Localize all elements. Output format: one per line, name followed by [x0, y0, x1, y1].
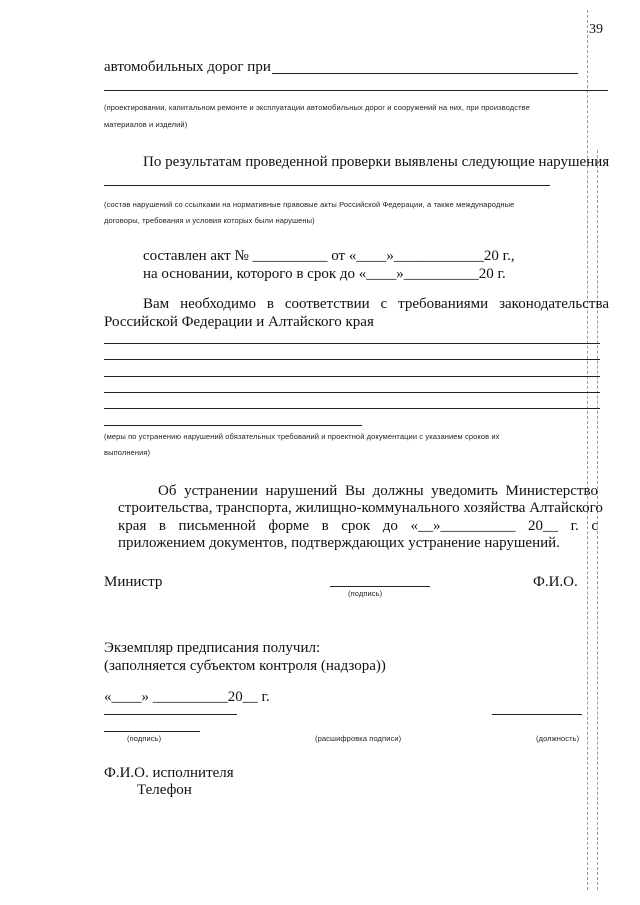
received-date: «____» __________20__ г.	[104, 689, 270, 705]
received-heading: Экземпляр предписания получил:	[104, 640, 321, 656]
executor-fio: Ф.И.О. исполнителя	[104, 765, 234, 781]
minister-label: Министр	[104, 574, 163, 590]
executor-phone: Телефон	[137, 782, 192, 798]
fill-line	[104, 90, 608, 91]
fill-line	[104, 359, 600, 360]
sign-caption: (подпись)	[127, 734, 162, 743]
scan-edge-line	[587, 10, 588, 890]
signature-caption: (подпись)	[348, 589, 383, 598]
fill-line	[104, 408, 600, 409]
signature-line	[104, 731, 200, 732]
fill-line	[104, 425, 362, 426]
note-violations-cont: договоры, требования и условия которых были нарушены)	[104, 216, 315, 225]
signature-line	[104, 714, 237, 715]
decode-caption: (расшифровка подписи)	[315, 734, 402, 743]
received-subheading: (заполняется субъектом контроля (надзора))	[104, 658, 386, 674]
act-line: составлен акт № __________ от «____»____________20 г.,	[143, 248, 515, 264]
note-roads-cont: материалов и изделий)	[104, 120, 188, 129]
fio-label: Ф.И.О.	[533, 574, 578, 590]
fill-line	[104, 343, 600, 344]
notify-line-2: строительства, транспорта, жилищно-коммунального хозяйства Алтайского	[118, 500, 603, 516]
note-measures: (меры по устранению нарушений обязательных требований и проектной документации с указанием сроков их	[104, 432, 500, 441]
page-number: 39	[589, 22, 603, 37]
violations-heading: По результатам проведенной проверки выявлены следующие нарушения	[143, 154, 610, 170]
notify-line-1: Об устранении нарушений Вы должны уведомить Министерство	[158, 483, 598, 499]
requirement-line-2: Российской Федерации и Алтайского края	[104, 314, 374, 330]
fill-line	[104, 376, 600, 377]
fill-line	[104, 185, 550, 186]
note-roads: (проектировании, капитальном ремонте и эксплуатации автомобильных дорог и сооружений на них, при производстве	[104, 103, 530, 112]
note-violations: (состав нарушений со ссылками на нормативные правовые акты Российской Федерации, а также международные	[104, 200, 515, 209]
notify-line-4: приложением документов, подтверждающих устранение нарушений.	[118, 535, 560, 551]
fill-line	[104, 392, 600, 393]
deadline-line: на основании, которого в срок до «____»__________20 г.	[143, 266, 506, 282]
roads-label: автомобильных дорог при	[104, 59, 271, 75]
notify-line-3: края в письменной форме в срок до «__»__________ 20__ г. с	[118, 518, 598, 534]
requirement-line: Вам необходимо в соответствии с требованиями законодательства	[143, 296, 609, 312]
signature-line	[330, 586, 430, 587]
note-measures-cont: выполнения)	[104, 448, 151, 457]
position-caption: (должность)	[536, 734, 580, 743]
fill-line	[272, 73, 578, 74]
position-line	[492, 714, 582, 715]
